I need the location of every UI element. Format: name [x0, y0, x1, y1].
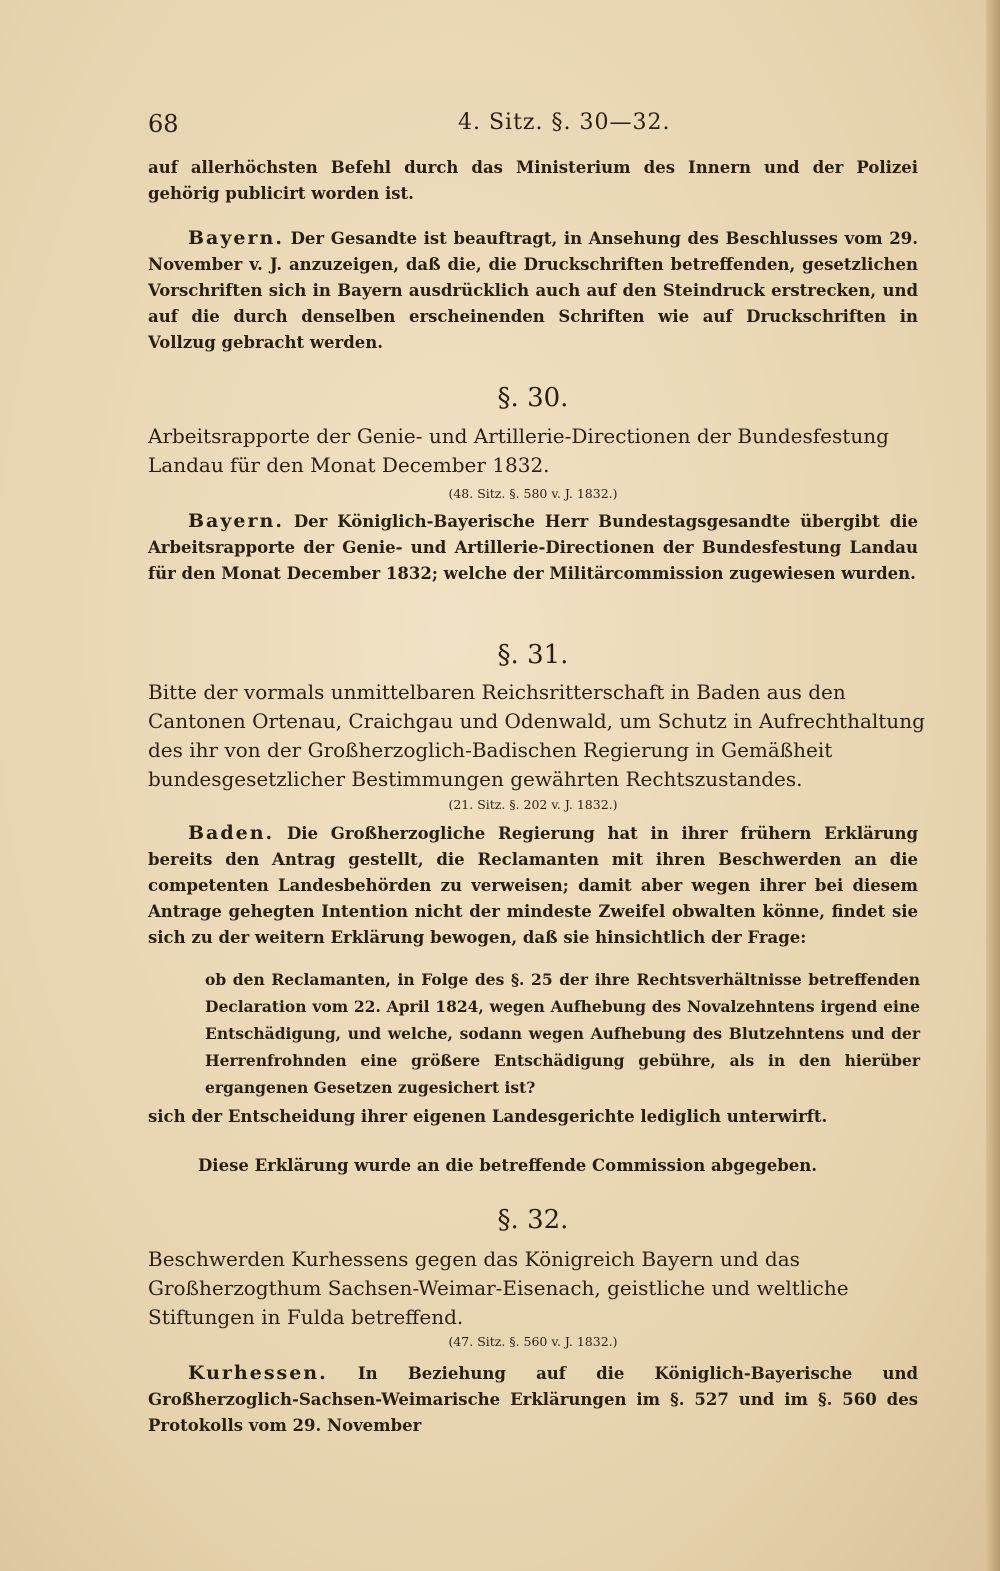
- section-31-question: ob den Reclamanten, in Folge des §. 25 der ihre Rechtsverhältnisse betreffenden Declaration vom 22. April 1824, wegen Aufhebung des Novalzehntens irgend eine Entschädigung, und welche, sodann wegen Aufhebung des Blutzehntens und der Herrenfrohnden eine größere Entschädigung gebühre, als in den hierüber ergangenen Gesetzen zugesichert ist?: [205, 970, 920, 1097]
- section-31-after: sich der Entscheidung ihrer eigenen Landesgerichte lediglich unterwirft.: [148, 1107, 828, 1126]
- page-header: [148, 110, 928, 150]
- paragraph-bayern: [148, 225, 918, 356]
- speaker-label: Baden.: [188, 822, 275, 844]
- section-32-title: Beschwerden Kurhessens gegen das Königreich Bayern und das Großherzogthum Sachsen-Weimar-Eisenach, geistliche und weltliche Stiftungen in Fulda betreffend.: [148, 1247, 849, 1329]
- section-31-body: [148, 820, 918, 951]
- section-31-closing: Diese Erklärung wurde an die betreffende Commission abgegeben.: [198, 1156, 818, 1175]
- paragraph-text: Der Königlich-Bayerische Herr Bundestagsgesandte übergibt die Arbeitsrapporte der Genie- und Artillerie-Directionen der Bundesfestung Landau für den Monat December 1832; welche der Militärcommission zugewiesen wurden.: [148, 512, 919, 583]
- paragraph-text: Der Gesandte ist beauftragt, in Ansehung des Beschlusses vom 29. November v. J. anzuzeigen, daß die, die Druckschriften betreffenden, gesetzlichen Vorschriften sich in Bayern ausdrücklich auch auf den Steindruck erstrecken, und auf die durch denselben erscheinenden Schriften wie auf Druckschriften in Vollzug gebracht werden.: [148, 229, 918, 352]
- section-31-heading: §. 31.: [497, 640, 569, 670]
- speaker-label: Kurhessen.: [188, 1362, 328, 1384]
- section-30-reference: (48. Sitz. §. 580 v. J. 1832.): [448, 486, 618, 501]
- section-30-body: [148, 508, 918, 587]
- section-30-heading: §. 30.: [497, 383, 569, 413]
- page-number: 68: [148, 110, 179, 138]
- paragraph-text: In Beziehung auf die Königlich-Bayerische und Großherzoglich-Sachsen-Weimarische Erklärungen im §. 527 und im §. 560 des Protokolls vom 29. November: [148, 1364, 918, 1435]
- section-32-reference: (47. Sitz. §. 560 v. J. 1832.): [448, 1334, 618, 1349]
- section-31-reference: (21. Sitz. §. 202 v. J. 1832.): [448, 797, 618, 812]
- running-head: 4. Sitz. §. 30—32.: [458, 110, 671, 135]
- page-edge: [986, 0, 1000, 1571]
- section-32-body: [148, 1360, 918, 1439]
- paragraph-continuation: auf allerhöchsten Befehl durch das Ministerium des Innern und der Polizei gehörig publicirt worden ist.: [148, 158, 918, 203]
- section-31-title: Bitte der vormals unmittelbaren Reichsritterschaft in Baden aus den Cantonen Ortenau, Craichgau und Odenwald, um Schutz in Aufrechthaltung des ihr von der Großherzoglich-Badischen Regierung in Gemäßheit bundesgesetzlicher Bestimmungen gewährten Rechtszustandes.: [148, 680, 925, 791]
- paragraph-text: Die Großherzogliche Regierung hat in ihrer frühern Erklärung bereits den Antrag gestellt, die Reclamanten mit ihren Beschwerden an die competenten Landesbehörden zu verweisen; damit aber wegen ihrer bei diesem Antrage gehegten Intention nicht der mindeste Zweifel obwalten könne, findet sie sich zu der weitern Erklärung bewogen, daß sie hinsichtlich der Frage:: [148, 824, 918, 947]
- speaker-label: Bayern.: [188, 227, 284, 249]
- section-30-title: Arbeitsrapporte der Genie- und Artillerie-Directionen der Bundesfestung Landau für den Monat December 1832.: [148, 424, 889, 477]
- section-32-heading: §. 32.: [497, 1205, 569, 1235]
- speaker-label: Bayern.: [188, 510, 284, 532]
